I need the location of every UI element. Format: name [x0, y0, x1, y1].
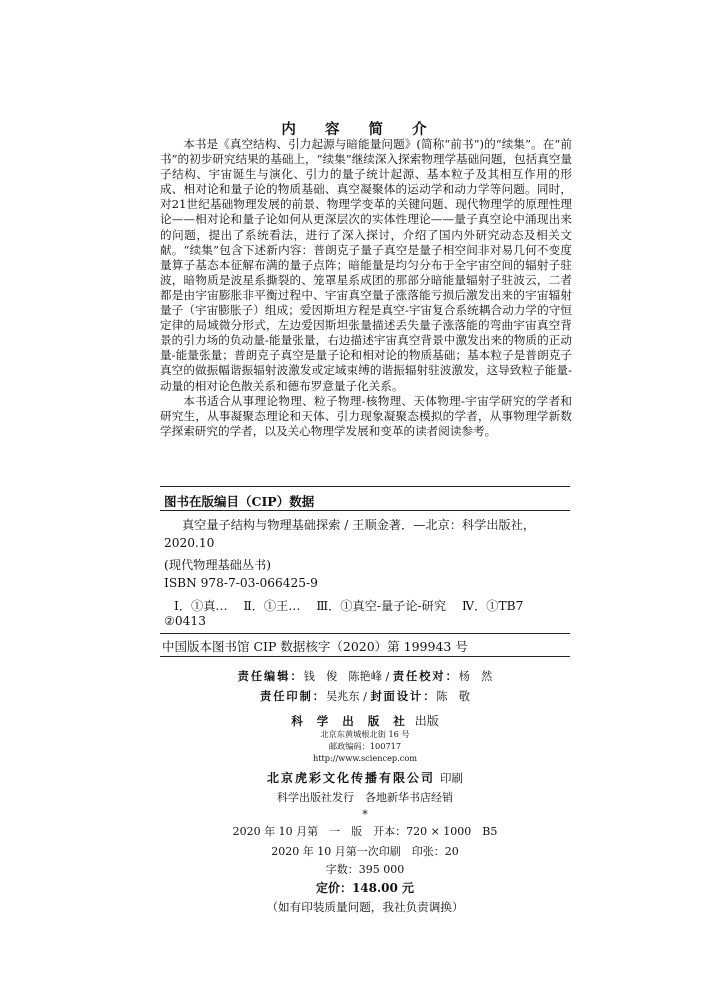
printer-logo: 北京虎彩文化传播有限公司 — [266, 771, 435, 785]
cip-record-number: 中国版本图书馆 CIP 数据核字（2020）第 199943 号 — [162, 639, 468, 654]
credits-rule — [160, 656, 570, 657]
cip-class-2: Ⅱ．①王… — [243, 599, 301, 613]
quality-note: （如有印装质量问题，我社负责调换） — [266, 900, 464, 914]
cip-title: 图书在版编目（CIP）数据 — [164, 494, 315, 509]
cip-date: 2020.10 — [164, 536, 215, 550]
summary-paragraph-1: 本书是《真空结构、引力起源与暗能量问题》(简称“前书”)的“续集”。在“前书”的初步研究结果的基础上，“续集”继续深入探索物理学基础问题，包括真空量子结构、宇宙诞生与演化、引力的量子统计起源、基本粒子及其相互作用的形成、相对论和量子论的物质基础、真空凝聚体的运动学和动力学等问题。同时，对21世纪基础物理发展的前景、物理学变革的关键问题、现代物理学的原理性理论——相对论和量子论如何从更深层次的实体性理论——量子真空论中涌现出来的问题，提出了系统看法，进行了深入探讨，介绍了国内外研究动态及相关文献。“续集”包含下述新内容：普朗克子量子真空是量子相空间非对易几何不变度量算子基态本征解布满的量子点阵；暗能量是均匀分布于全宇宙空间的辐射子驻波，暗物质是波星系撕裂的、笼罩星系成团的那部分暗能量辐射子驻波云，二者都是由宇宙膨胀非平衡过程中、宇宙真空量子涨落能亏损后激发出来的宇宙辐射量子（宇宙膨胀子）组成；爱因斯坦方程是真空-宇宙复合系统耦合动力学的守恒定律的局域微分形式，左边爱因斯坦张量描述丢失量子涨落能的弯曲宇宙真空背景的引力场的负动量-能量张量，右边描述宇宙真空背景中激发出来的物质的正动量-能量张量；普朗克子真空是量子论和相对论的物质基础；基本粒子是普朗克子真空的做振幅谐振辐射波激发或定域束缚的谐振辐射驻波激发，这导致粒子能量-动量的相对论色散关系和德布罗意量子化关系。 — [160, 137, 572, 393]
cip-class-cont: ②0413 — [164, 614, 206, 628]
publisher-logo: 科 学 出 版 社 — [291, 714, 410, 728]
publisher-address: 北京东黄城根北街 16 号 — [320, 729, 410, 739]
summary-paragraph-2: 本书适合从事理论物理、粒子物理-核物理、天体物理-宇宙学研究的学者和研究生，从事凝聚态理论和天体、引力现象凝聚态模拟的学者，从事物理学新数学探索研究的学者，以及关心物理学发展和变革的读者阅读参考。 — [160, 393, 572, 438]
cover-designer: 陈 敬 — [436, 690, 470, 703]
printer-line — [160, 767, 570, 786]
print-design-line: 责任印制：吴兆东 / 封面设计：陈 敬 — [260, 689, 470, 703]
edition-line: 2020 年 10 月第 一 版 开本：720 × 1000 B5 — [232, 825, 498, 838]
cip-class-4: Ⅳ．①TB7 — [461, 599, 524, 613]
summary-text — [160, 137, 572, 439]
editors: 钱 俊 陈艳峰 — [303, 670, 382, 683]
cip-bottom-rule — [160, 633, 570, 634]
proof-label: 责任校对： — [392, 669, 459, 683]
cip-isbn: ISBN 978-7-03-066425-9 — [164, 576, 318, 590]
publisher-postcode: 邮政编码：100717 — [328, 741, 402, 751]
cip-class-3: Ⅲ．①真空-量子论-研究 — [316, 599, 447, 613]
print-label: 责任印制： — [260, 689, 326, 703]
cip-top-rule — [160, 486, 570, 487]
editor-label: 责任编辑： — [237, 669, 304, 683]
cip-book-line: 真空量子结构与物理基础探索 / 王顺金著．—北京：科学出版社， — [182, 518, 536, 532]
distribution-line: 科学出版社发行 各地新华书店经销 — [277, 791, 453, 804]
publisher-suffix: 出版 — [414, 714, 439, 728]
publisher-website: http://www.sciencep.com — [312, 753, 418, 763]
printing-line: 2020 年 10 月第一次印刷 印张：20 — [271, 845, 459, 858]
publisher-line — [160, 710, 570, 729]
separator-star: * — [362, 808, 368, 821]
word-count: 字数：395 000 — [325, 863, 405, 876]
price-value: 148.00 元 — [351, 881, 415, 895]
cip-classification — [174, 597, 535, 614]
price-line — [160, 879, 570, 896]
summary-heading: 内 容 简 介 — [281, 121, 439, 138]
design-label: 封面设计： — [370, 689, 437, 703]
cip-class-1: Ⅰ．①真… — [174, 599, 228, 613]
editors-line: 责任编辑：钱 俊 陈艳峰 / 责任校对：杨 然 — [237, 669, 493, 683]
price-label: 定价： — [315, 881, 352, 895]
cip-series: (现代物理基础丛书) — [164, 558, 272, 572]
proofreader: 杨 然 — [458, 670, 493, 683]
print-manager: 吴兆东 — [325, 690, 360, 703]
cip-title-rule — [160, 510, 570, 511]
printer-suffix: 印刷 — [440, 771, 464, 785]
